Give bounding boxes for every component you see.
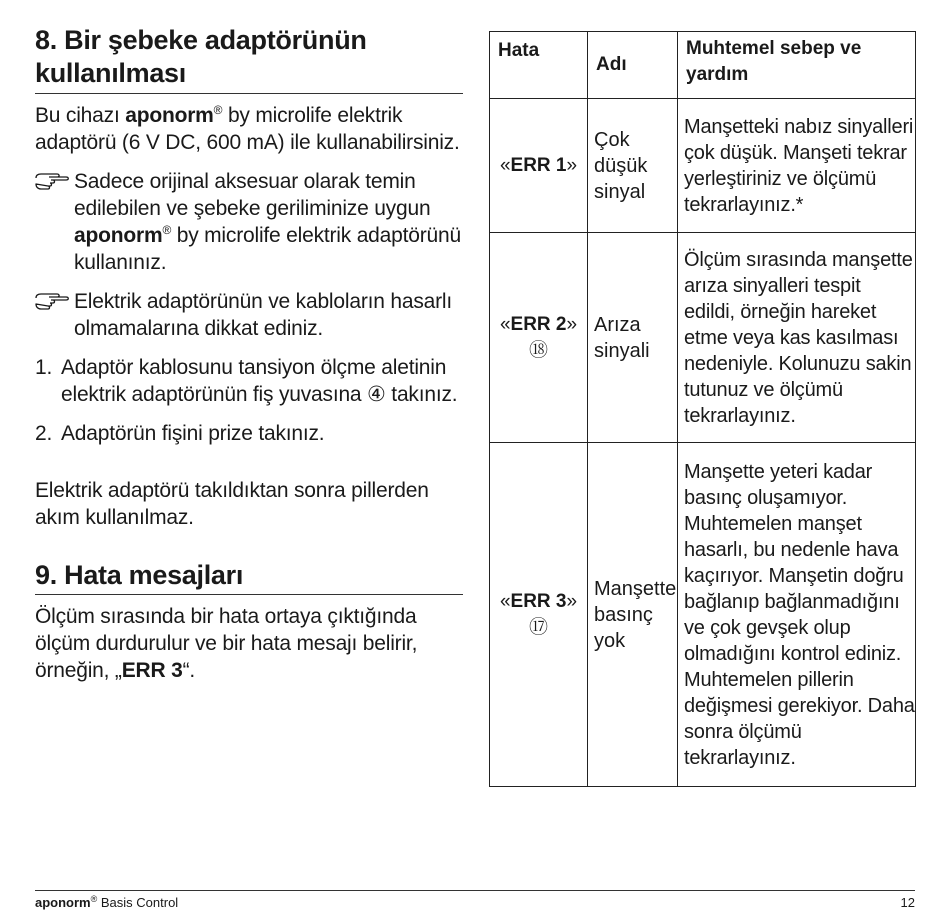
footer-divider [35,890,915,891]
pointing-hand-icon [35,170,71,192]
error-code: ERR 1 [510,154,567,176]
error-cause: Manşette yeteri kadar basınç oluşamıyor. Muhtemelen manşet hasarlı, bu nedenle hava kaçırıyor. Manşetin doğru bağlanıp bağlanmadığını ve çok gevşek olup olmadığını kontrol ediniz. Muhtemelen pillerin değişmesi gerekiyor. Daha sonra ölçümü tekrarlayınız. [678,443,916,787]
guillemet-close: » [566,590,578,612]
error-cause: Manşetteki nabız sinyalleri çok düşük. Manşeti tekrar yerleştiriniz ve ölçümü tekrarlayınız.* [678,99,916,233]
adapter-outro: Elektrik adaptörü takıldıktan sonra pillerden akım kullanılmaz. [35,479,429,529]
section-8-title: 8. Bir şebeke adaptörünün kullanılması [35,24,463,94]
pointing-hand-icon [35,290,71,312]
footer-product-name: Basis Control [97,895,179,910]
step-number: 1. [35,356,53,379]
guillemet-close: » [566,313,578,335]
error-intro-post: “. [182,659,196,682]
note-original-adapter [35,168,463,276]
brand-name: aponorm [74,224,163,247]
adapter-intro [35,102,463,156]
note1-pre: Sadece orijinal aksesuar olarak temin edilebilen ve şebeke geriliminize uygun [74,170,431,220]
footer-brand: aponorm [35,895,91,910]
intro-text-post: by microlife elektrik adaptörü (6 V DC, 600 mA) ile kullanabilirsiniz. [35,104,460,154]
brand-name: aponorm [125,104,214,127]
footer-product [35,895,178,910]
table-row [490,99,916,233]
guillemet-close: » [566,154,578,176]
left-column [35,24,463,696]
registered-mark: ® [213,103,223,117]
error-table [489,31,916,787]
intro-text-pre: Bu cihazı [35,104,126,127]
error-name: Çok düşük sinyal [588,99,678,233]
table-row [490,443,916,787]
figure-ref: ⑱ [528,339,548,361]
header-cause: Muhtemel sebep ve yardım [678,32,916,99]
error-code-cell [490,99,588,233]
page-number: 12 [900,895,915,910]
guillemet-open: « [499,313,511,335]
figure-ref: ⑰ [528,616,548,638]
step-number: 2. [35,422,53,445]
error-code-cell [490,443,588,787]
error-example: ERR 3 [121,659,183,682]
note1-post: by microlife elektrik adaptörünü kullanınız. [74,224,461,274]
step-text: Adaptörün fişini prize takınız. [61,422,325,445]
step-2 [35,420,463,447]
step-1 [35,354,463,408]
registered-mark: ® [162,223,172,237]
error-code-cell [490,233,588,443]
error-name: Arıza sinyali [588,233,678,443]
error-intro [35,603,463,684]
note2-text: Elektrik adaptörünün ve kabloların hasarlı olmamalarına dikkat ediniz. [74,290,452,340]
section-9-title: 9. Hata mesajları [35,559,463,595]
guillemet-open: « [499,590,511,612]
header-code: Hata [490,32,588,99]
error-name: Manşette basınç yok [588,443,678,787]
error-cause: Ölçüm sırasında manşette arıza sinyalleri tespit edildi, örneğin hareket etme veya kas kasılması nedeniyle. Kolunuzu sakin tutunuz ve ölçümü tekrarlayınız. [678,233,916,443]
note-cable-check [35,288,463,342]
step-text: Adaptör kablosunu tansiyon ölçme aletinin elektrik adaptörünün fiş yuvasına ④ takınız. [61,356,458,406]
header-name: Adı [588,32,678,99]
guillemet-open: « [499,154,511,176]
table-row [490,233,916,443]
table-header-row [490,32,916,99]
error-intro-pre: Ölçüm sırasında bir hata ortaya çıktığında ölçüm durdurulur ve bir hata mesajı belirir, örneğin, „ [35,605,418,682]
error-code: ERR 3 [510,590,567,612]
footer-reg: ® [90,894,98,904]
error-code: ERR 2 [510,313,567,335]
